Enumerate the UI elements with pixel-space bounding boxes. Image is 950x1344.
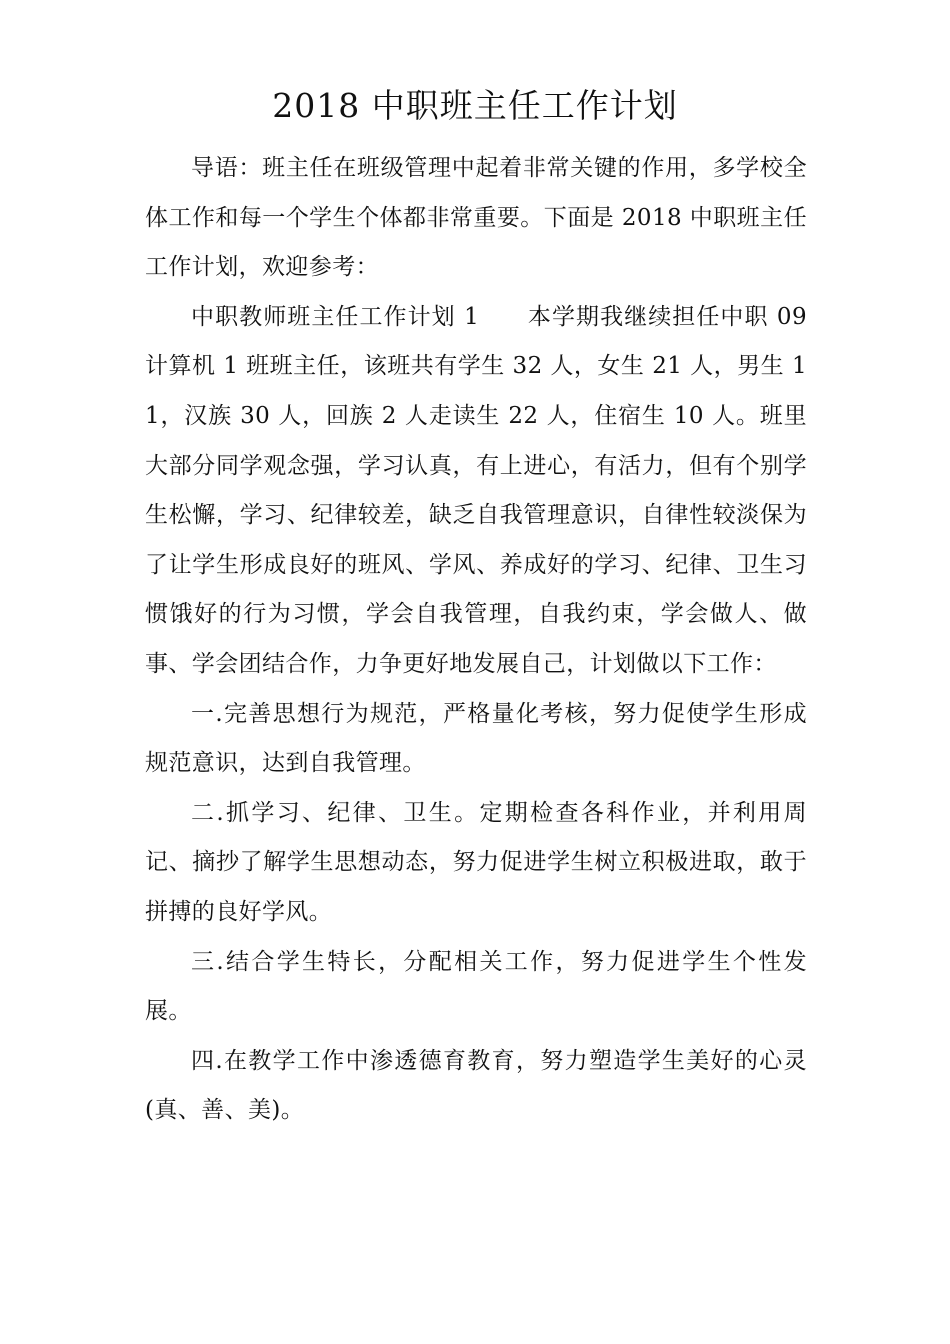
document-title: 2018 中职班主任工作计划 <box>272 86 678 125</box>
plan-item-1: 一.完善思想行为规范，严格量化考核，努力促使学生形成规范意识，达到自我管理。 <box>145 700 807 777</box>
plan-item-4: 四.在教学工作中渗透德育教育，努力塑造学生美好的心灵(真、善、美)。 <box>145 1047 807 1124</box>
plan-item-2: 二.抓学习、纪律、卫生。定期检查各科作业，并利用周记、摘抄了解学生思想动态，努力促进学生树立积极进取，敢于拼搏的良好学风。 <box>145 799 807 925</box>
document-body <box>145 144 807 1136</box>
class-overview-paragraph: 中职教师班主任工作计划 1 本学期我继续担任中职 09 计算机 1 班班主任，该班共有学生 32 人，女生 21 人，男生 11，汉族 30 人，回族 2 人走读生 22 人，住宿生 10 人。班里大部分同学观念强，学习认真，有上进心，有活力，但有个别学生松懈，学习、纪律较差，缺乏自我管理意识，自律性较淡保为了让学生形成良好的班风、学风、养成好的学习、纪律、卫生习惯饿好的行为习惯，学会自我管理，自我约束，学会做人、做事、学会团结合作，力争更好地发展自己，计划做以下工作： <box>145 303 807 677</box>
plan-item-3: 三.结合学生特长，分配相关工作，努力促进学生个性发展。 <box>145 948 807 1025</box>
intro-paragraph: 导语：班主任在班级管理中起着非常关键的作用，多学校全体工作和每一个学生个体都非常重要。下面是 2018 中职班主任工作计划，欢迎参考： <box>145 155 807 281</box>
